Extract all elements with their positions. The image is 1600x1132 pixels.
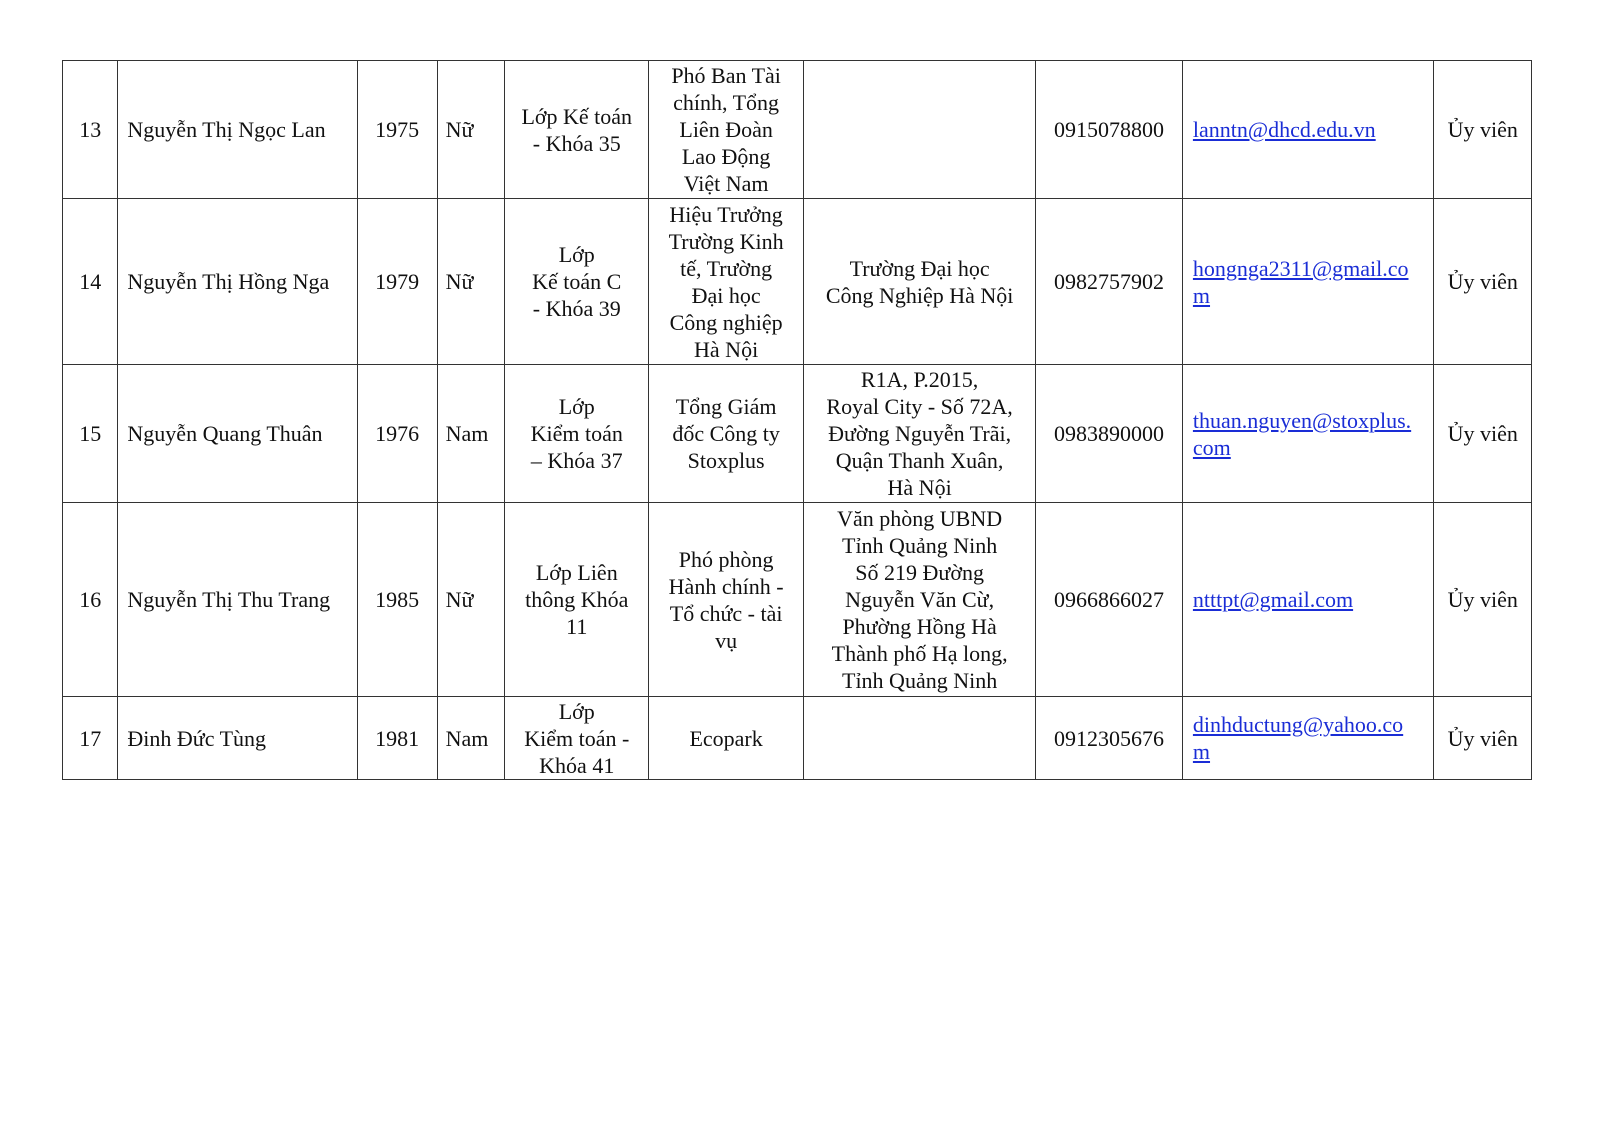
class-line: 11 (566, 614, 588, 639)
class-line: Kiểm toán (530, 421, 623, 446)
position-line: Ecopark (689, 725, 763, 751)
workplace-cell (804, 61, 1036, 199)
class-line: - Khóa 39 (532, 296, 621, 321)
class-cell (505, 199, 649, 365)
table-row (63, 697, 1532, 780)
gender: Nam (437, 697, 505, 780)
position-line: Việt Nam (683, 171, 769, 196)
position-line: Tổng Giám (675, 394, 777, 419)
workplace-line: Đường Nguyễn Trãi, (828, 421, 1012, 446)
position-line: Stoxplus (687, 448, 765, 473)
class-line: Lớp (558, 698, 595, 724)
class-line: Kiểm toán - (524, 725, 630, 751)
position-line: Phó phòng (678, 546, 774, 572)
position-cell (649, 365, 804, 503)
gender: Nam (437, 365, 505, 503)
workplace-line: Nguyễn Văn Cừ, (845, 587, 995, 612)
workplace-line: Văn phòng UBND (837, 506, 1003, 531)
email-line: com (1192, 434, 1231, 460)
email-line: ntttpt@gmail.com (1192, 587, 1354, 612)
workplace-line: Quận Thanh Xuân, (835, 448, 1004, 473)
position-cell (649, 199, 804, 365)
position-line: Tổ chức - tài (669, 600, 783, 626)
class-line: Khóa 41 (539, 752, 615, 778)
email-line: m (1192, 282, 1211, 308)
position-line: Hiệu Trưởng (669, 201, 783, 227)
position-line: Trường Kinh (668, 228, 784, 254)
birth-year: 1985 (357, 503, 437, 697)
position-line: Đại học (691, 282, 761, 308)
birth-year: 1975 (357, 61, 437, 199)
email-line: lanntn@dhcd.edu.vn (1192, 117, 1376, 142)
phone-number: 0983890000 (1036, 365, 1183, 503)
email-link[interactable] (1193, 256, 1409, 308)
workplace-line: Số 219 Đường (855, 560, 984, 585)
position-line: Liên Đoàn (679, 117, 773, 142)
row-number: 14 (63, 199, 118, 365)
workplace-line: Trường Đại học (849, 255, 990, 281)
email-cell (1182, 365, 1434, 503)
position-cell (649, 503, 804, 697)
table-row (63, 365, 1532, 503)
position-cell (649, 697, 804, 780)
class-cell (505, 61, 649, 199)
position-line: tế, Trường (680, 255, 773, 281)
class-cell (505, 365, 649, 503)
table-row (63, 503, 1532, 697)
gender: Nữ (437, 199, 505, 365)
member-table (62, 60, 1532, 780)
committee-role: Ủy viên (1434, 61, 1532, 199)
committee-role: Ủy viên (1434, 199, 1532, 365)
birth-year: 1976 (357, 365, 437, 503)
workplace-line: Hà Nội (887, 475, 952, 500)
class-line: Kế toán C (532, 269, 622, 294)
email-cell (1182, 61, 1434, 199)
birth-year: 1981 (357, 697, 437, 780)
workplace-line: Công Nghiệp Hà Nội (825, 282, 1014, 308)
workplace-cell (804, 697, 1036, 780)
position-line: vụ (715, 627, 738, 653)
phone-number: 0966866027 (1036, 503, 1183, 697)
member-name: Nguyễn Thị Thu Trang (118, 503, 357, 697)
email-link[interactable] (1193, 712, 1403, 764)
class-line: - Khóa 35 (532, 130, 621, 156)
phone-number: 0915078800 (1036, 61, 1183, 199)
class-line: Lớp (558, 394, 595, 419)
workplace-line: Phường Hồng Hà (842, 614, 997, 639)
email-cell (1182, 503, 1434, 697)
class-line: Lớp Kế toán (521, 103, 633, 129)
row-number: 15 (63, 365, 118, 503)
committee-role: Ủy viên (1434, 697, 1532, 780)
position-line: đốc Công ty (672, 421, 780, 446)
phone-number: 0912305676 (1036, 697, 1183, 780)
row-number: 13 (63, 61, 118, 199)
member-name: Nguyễn Quang Thuân (118, 365, 357, 503)
committee-role: Ủy viên (1434, 365, 1532, 503)
position-line: chính, Tổng (673, 90, 780, 115)
workplace-line: Thành phố Hạ long, (831, 641, 1008, 666)
email-link[interactable] (1193, 587, 1353, 612)
birth-year: 1979 (357, 199, 437, 365)
table-row (63, 199, 1532, 365)
position-line: Phó Ban Tài (671, 63, 781, 88)
position-cell (649, 61, 804, 199)
email-cell (1182, 697, 1434, 780)
email-line: hongnga2311@gmail.co (1192, 255, 1409, 281)
workplace-line: Tỉnh Quảng Ninh (842, 668, 998, 693)
committee-role: Ủy viên (1434, 503, 1532, 697)
workplace-line: R1A, P.2015, (860, 367, 979, 392)
position-line: Công nghiệp (669, 309, 783, 335)
member-name: Nguyễn Thị Ngọc Lan (118, 61, 357, 199)
gender: Nữ (437, 61, 505, 199)
class-line: Lớp Liên (535, 560, 618, 585)
email-line: m (1192, 739, 1211, 764)
position-line: Hành chính - (668, 573, 784, 599)
gender: Nữ (437, 503, 505, 697)
workplace-line: Tỉnh Quảng Ninh (842, 533, 998, 558)
position-line: Hà Nội (694, 336, 759, 362)
table-row (63, 61, 1532, 199)
class-line: Lớp (558, 242, 595, 267)
phone-number: 0982757902 (1036, 199, 1183, 365)
class-line: thông Khóa (525, 587, 629, 612)
email-line: thuan.nguyen@stoxplus. (1192, 407, 1412, 433)
email-link[interactable] (1193, 408, 1411, 460)
workplace-line: Royal City - Số 72A, (826, 394, 1013, 419)
email-cell (1182, 199, 1434, 365)
class-line: – Khóa 37 (530, 448, 623, 473)
workplace-cell (804, 503, 1036, 697)
row-number: 17 (63, 697, 118, 780)
email-link[interactable] (1193, 117, 1376, 142)
member-name: Nguyễn Thị Hồng Nga (118, 199, 357, 365)
position-line: Lao Động (681, 144, 771, 169)
row-number: 16 (63, 503, 118, 697)
class-cell (505, 697, 649, 780)
email-line: dinhductung@yahoo.co (1192, 712, 1404, 737)
class-cell (505, 503, 649, 697)
workplace-cell (804, 199, 1036, 365)
workplace-cell (804, 365, 1036, 503)
member-name: Đinh Đức Tùng (118, 697, 357, 780)
